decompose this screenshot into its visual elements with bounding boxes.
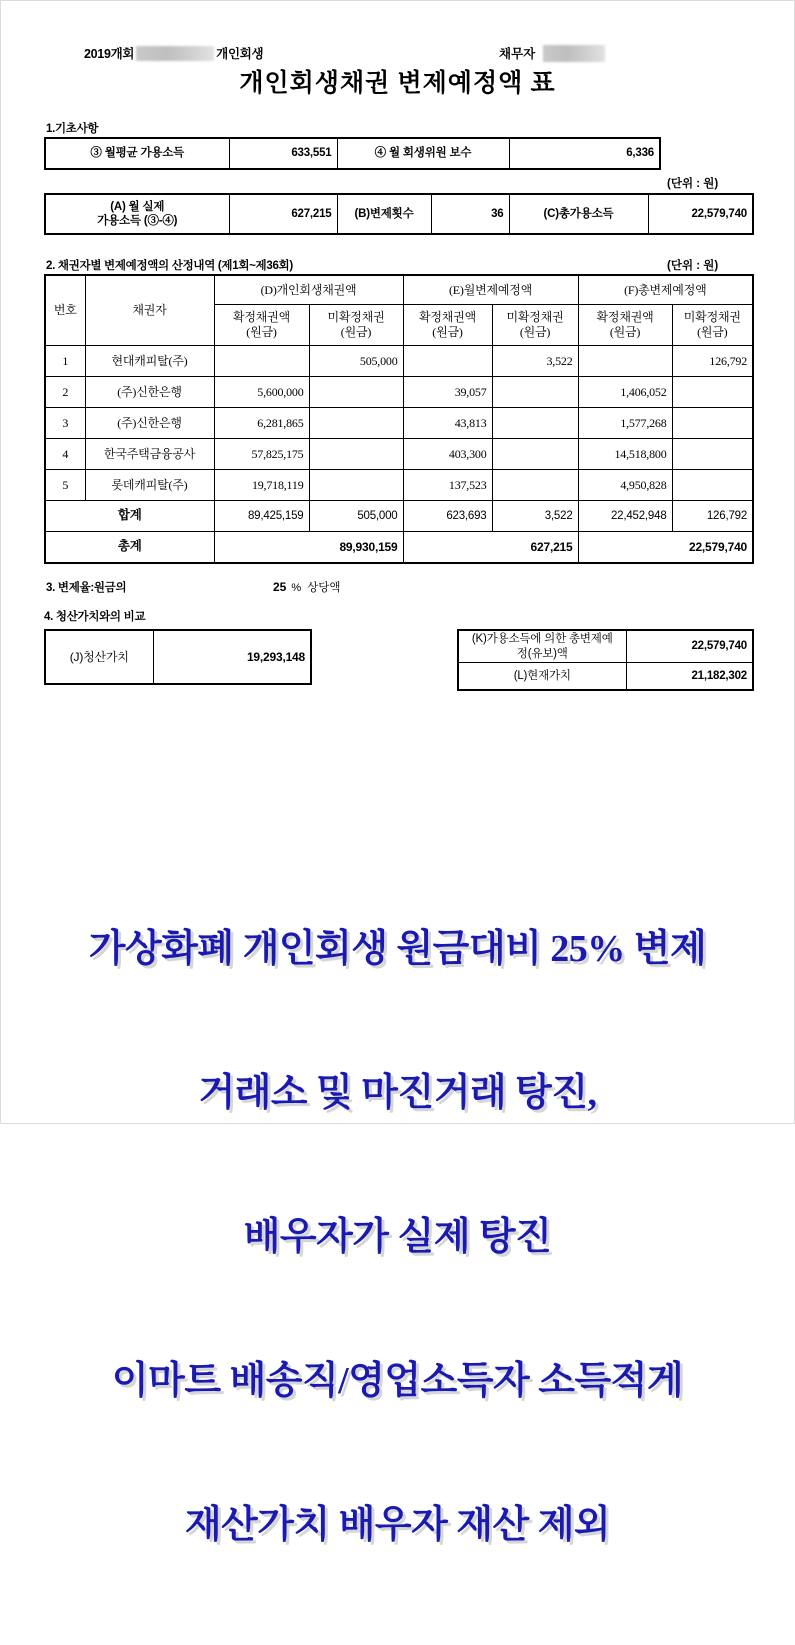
row-e-fixed: 39,057 xyxy=(403,377,492,408)
trustee-fee-label: ④ 월 회생위원 보수 xyxy=(337,138,509,169)
col-header-d-unfixed-sub: (원금) xyxy=(340,325,372,339)
col-header-f-unfixed-main: 미확정채권 xyxy=(683,310,741,324)
repayment-rate-suffix: 상당액 xyxy=(307,582,341,594)
grandtotal-row xyxy=(45,532,753,564)
debtor-label: 채무자 xyxy=(499,47,536,61)
row-d-unfixed: 505,000 xyxy=(309,346,403,377)
row-f-unfixed xyxy=(672,470,753,501)
row-d-fixed: 19,718,119 xyxy=(214,470,309,501)
grandtotal-label: 총계 xyxy=(45,532,214,564)
caption-line-1: 가상화폐 개인회생 원금대비 25% 변제 xyxy=(88,928,707,970)
subtotal-d-fixed: 89,425,159 xyxy=(214,501,309,532)
case-number-line xyxy=(84,44,263,62)
col-header-group-d: (D)개인회생채권액 xyxy=(214,275,403,305)
row-e-fixed: 403,300 xyxy=(403,439,492,470)
col-header-d-fixed-sub: (원금) xyxy=(246,325,277,339)
table-row xyxy=(45,377,753,408)
subtotal-e-fixed: 623,693 xyxy=(403,501,492,532)
monthly-avg-income-label: ③ 월평균 가용소득 xyxy=(45,138,229,169)
repayment-count-value: 36 xyxy=(431,194,509,234)
table-row xyxy=(458,663,753,691)
actual-income-label-line2: 가용소득 (③-④) xyxy=(97,215,178,227)
table-row xyxy=(458,630,753,663)
row-e-unfixed xyxy=(492,377,578,408)
row-f-fixed: 1,577,268 xyxy=(578,408,672,439)
row-no: 5 xyxy=(45,470,85,501)
section3-percent-group xyxy=(273,579,340,595)
row-creditor: (주)신한은행 xyxy=(85,408,214,439)
row-d-unfixed xyxy=(309,408,403,439)
debtor-line xyxy=(499,44,605,63)
present-value-table xyxy=(457,629,754,691)
row-no: 2 xyxy=(45,377,85,408)
income-summary-table xyxy=(44,193,754,235)
total-income-label: (C)총가용소득 xyxy=(509,194,648,234)
col-header-d-unfixed-main: 미확정채권 xyxy=(327,310,385,324)
col-header-group-f: (F)총변제예정액 xyxy=(578,275,753,305)
col-header-e-unfixed-sub: (원금) xyxy=(519,325,551,339)
actual-income-label-line1: (A) 월 실제 xyxy=(110,200,165,213)
col-header-f-fixed xyxy=(578,305,672,346)
row-no: 4 xyxy=(45,439,85,470)
row-f-unfixed xyxy=(672,439,753,470)
col-header-no: 번호 xyxy=(45,275,85,346)
row-no: 1 xyxy=(45,346,85,377)
table-header-row xyxy=(45,275,753,305)
row-e-unfixed xyxy=(492,408,578,439)
present-value-amount: 21,182,302 xyxy=(626,663,753,691)
row-d-fixed: 6,281,865 xyxy=(214,408,309,439)
case-number-prefix: 2019개회 xyxy=(84,47,135,61)
total-repayment-reserve-label-line1: (K)가용소득에 의한 총변제예 xyxy=(471,632,613,645)
total-income-value: 22,579,740 xyxy=(648,194,753,234)
subtotal-f-fixed: 22,452,948 xyxy=(578,501,672,532)
row-d-unfixed xyxy=(309,377,403,408)
row-d-fixed xyxy=(214,346,309,377)
repayment-rate-value: 25 xyxy=(273,580,287,594)
total-repayment-reserve-value: 22,579,740 xyxy=(626,630,753,663)
row-d-unfixed xyxy=(309,439,403,470)
creditor-repayment-table xyxy=(44,274,754,564)
liquidation-label: (J)청산가치 xyxy=(45,630,153,684)
row-e-fixed: 137,523 xyxy=(403,470,492,501)
total-repayment-reserve-label xyxy=(458,630,626,663)
subtotal-e-unfixed: 3,522 xyxy=(492,501,578,532)
grandtotal-e: 627,215 xyxy=(403,532,578,564)
col-header-f-fixed-sub: (원금) xyxy=(609,325,641,339)
grandtotal-d: 89,930,159 xyxy=(214,532,403,564)
row-e-unfixed: 3,522 xyxy=(492,346,578,377)
row-d-fixed: 5,600,000 xyxy=(214,377,309,408)
caption-line-3: 배우자가 실제 탕진 xyxy=(243,1216,552,1258)
col-header-e-fixed-main: 확정채권액 xyxy=(419,310,476,324)
col-header-f-fixed-main: 확정채권액 xyxy=(596,310,654,324)
row-creditor: 현대캐피탈(주) xyxy=(85,346,214,377)
col-header-e-unfixed xyxy=(492,305,578,346)
trustee-fee-value: 6,336 xyxy=(509,138,660,169)
col-header-d-fixed-main: 확정채권액 xyxy=(233,310,290,324)
row-f-fixed: 14,518,800 xyxy=(578,439,672,470)
present-value-label: (L)현재가치 xyxy=(458,663,626,691)
table-row xyxy=(45,138,660,169)
redacted-case-number xyxy=(136,46,214,61)
col-header-f-unfixed-sub: (원금) xyxy=(697,325,728,339)
caption-line-4: 이마트 배송직/영업소득자 소득적게 xyxy=(111,1360,684,1402)
section3-label: 3. 변제율:원금의 xyxy=(46,582,127,594)
total-repayment-reserve-label-line2: 정(유보)액 xyxy=(516,647,568,660)
promotional-caption xyxy=(1,829,794,1645)
redacted-debtor-name xyxy=(543,45,605,62)
table-row xyxy=(45,408,753,439)
document-page xyxy=(1,1,794,1546)
section2-label: 2. 채권자별 변제예정액의 산정내역 (제1회~제36회) xyxy=(46,260,293,272)
row-no: 3 xyxy=(45,408,85,439)
row-creditor: 한국주택금융공사 xyxy=(85,439,214,470)
actual-income-label xyxy=(45,194,229,234)
table-row xyxy=(45,194,753,234)
row-d-fixed: 57,825,175 xyxy=(214,439,309,470)
row-f-fixed: 4,950,828 xyxy=(578,470,672,501)
section1-unit-label: (단위 : 원) xyxy=(667,178,719,190)
table-row xyxy=(45,439,753,470)
row-f-fixed: 1,406,052 xyxy=(578,377,672,408)
liquidation-value: 19,293,148 xyxy=(153,630,311,684)
row-e-unfixed xyxy=(492,470,578,501)
monthly-avg-income-value: 633,551 xyxy=(229,138,337,169)
col-header-e-fixed-sub: (원금) xyxy=(432,325,463,339)
row-e-unfixed xyxy=(492,439,578,470)
subtotal-f-unfixed: 126,792 xyxy=(672,501,753,532)
row-e-fixed xyxy=(403,346,492,377)
table-row xyxy=(45,630,311,684)
subtotal-label: 합계 xyxy=(45,501,214,532)
caption-line-5: 재산가치 배우자 재산 제외 xyxy=(184,1504,611,1546)
subtotal-row xyxy=(45,501,753,532)
caption-line-2: 거래소 및 마진거래 탕진, xyxy=(198,1072,597,1114)
row-f-unfixed: 126,792 xyxy=(672,346,753,377)
repayment-count-label: (B)변제횟수 xyxy=(337,194,431,234)
col-header-d-fixed xyxy=(214,305,309,346)
case-number-suffix: 개인회생 xyxy=(216,47,264,61)
percent-symbol: % xyxy=(291,582,302,594)
actual-income-value: 627,215 xyxy=(229,194,337,234)
col-header-e-fixed xyxy=(403,305,492,346)
table-row xyxy=(45,470,753,501)
document-header xyxy=(1,41,794,101)
table-row xyxy=(45,346,753,377)
grandtotal-f: 22,579,740 xyxy=(578,532,753,564)
page-title: 개인회생채권 변제예정액 표 xyxy=(239,70,556,97)
liquidation-value-table xyxy=(44,629,312,685)
col-header-creditor: 채권자 xyxy=(85,275,214,346)
col-header-f-unfixed xyxy=(672,305,753,346)
section2-unit-label: (단위 : 원) xyxy=(667,260,719,272)
row-f-unfixed xyxy=(672,408,753,439)
col-header-group-e: (E)월변제예정액 xyxy=(403,275,578,305)
row-f-unfixed xyxy=(672,377,753,408)
section1-label: 1.기초사항 xyxy=(46,123,99,135)
row-creditor: 롯데캐피탈(주) xyxy=(85,470,214,501)
col-header-d-unfixed xyxy=(309,305,403,346)
section4-label: 4. 청산가치와의 비교 xyxy=(44,611,146,623)
row-f-fixed xyxy=(578,346,672,377)
row-d-unfixed xyxy=(309,470,403,501)
subtotal-d-unfixed: 505,000 xyxy=(309,501,403,532)
row-e-fixed: 43,813 xyxy=(403,408,492,439)
row-creditor: (주)신한은행 xyxy=(85,377,214,408)
col-header-e-unfixed-main: 미확정채권 xyxy=(506,310,564,324)
basic-info-table xyxy=(44,137,661,170)
